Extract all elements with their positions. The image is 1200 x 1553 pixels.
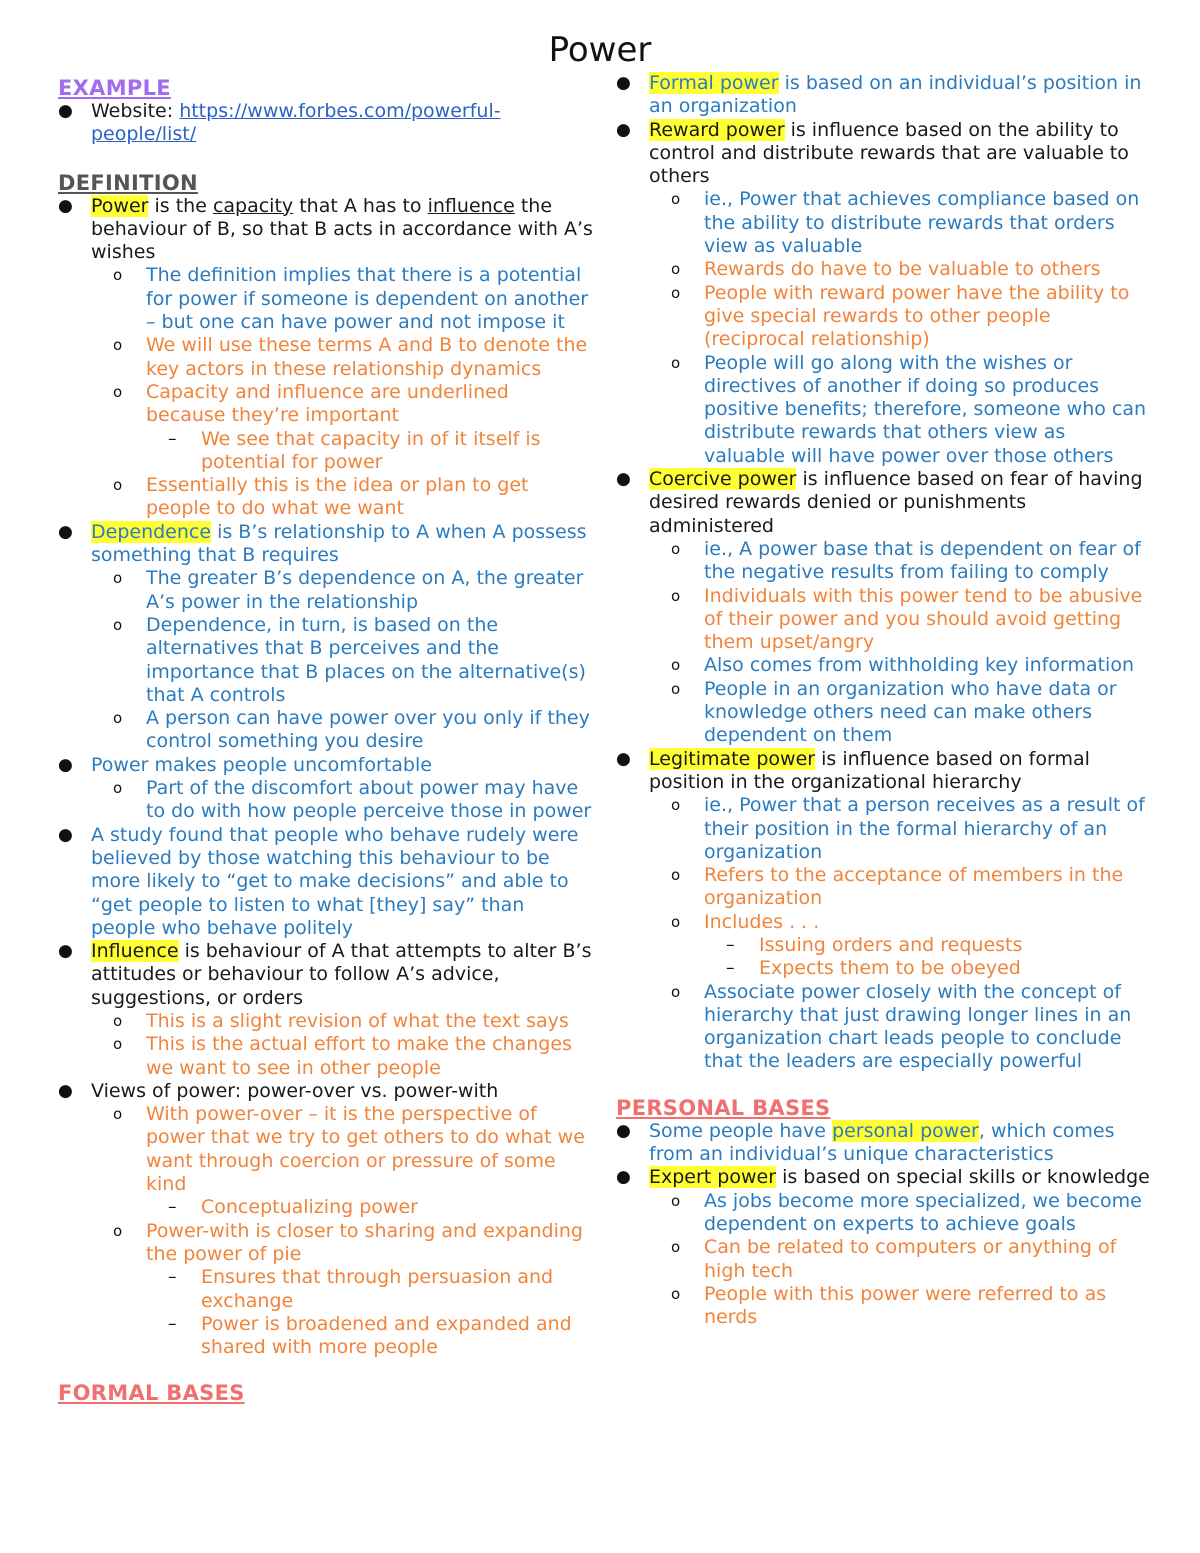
dash-bullet-icon: – xyxy=(168,428,177,449)
bullet-icon: ● xyxy=(616,1120,631,1141)
personal-power-item xyxy=(616,1120,1151,1167)
list-item xyxy=(58,1080,593,1103)
legitimate-power-item xyxy=(616,748,1151,795)
bullet-icon: ● xyxy=(616,1167,631,1188)
website-link[interactable]: https://www.forbes.com/powerful-people/list/ xyxy=(91,100,501,146)
bullet-icon: ● xyxy=(58,521,73,542)
circle-bullet-icon: o xyxy=(671,353,681,372)
list-item xyxy=(616,794,1151,864)
item-text: People with reward power have the ability to give special rewards to other people (reciprocal relationship) xyxy=(704,281,1130,351)
definition-heading: DEFINITION xyxy=(58,170,198,195)
item-text: Rewards do have to be valuable to others xyxy=(704,258,1101,281)
circle-bullet-icon: o xyxy=(113,1221,123,1240)
item-text: The greater B’s dependence on A, the greater A’s power in the relationship xyxy=(146,567,584,613)
circle-bullet-icon: o xyxy=(671,539,681,558)
item-text: A study found that people who behave rudely were believed by those watching this behaviour to be more likely to “get to make decisions” and able to “get people to listen to what [they] say” than people who behave politely xyxy=(91,823,579,939)
circle-bullet-icon: o xyxy=(113,1105,123,1124)
item-text: , which comes from an individual’s unique characteristics xyxy=(649,1119,1115,1166)
list-item xyxy=(616,654,1151,677)
item-text: As jobs become more specialized, we become dependent on experts to achieve goals xyxy=(704,1189,1142,1235)
circle-bullet-icon: o xyxy=(671,283,681,302)
right-column xyxy=(616,72,1151,1329)
coercive-power-term: Coercive power xyxy=(649,468,797,491)
website-label: Website: xyxy=(91,100,180,122)
bullet-icon: ● xyxy=(58,101,73,121)
expert-power-term: Expert power xyxy=(649,1166,777,1189)
list-item xyxy=(616,188,1151,258)
circle-bullet-icon: o xyxy=(671,1284,681,1303)
list-item xyxy=(58,777,593,824)
circle-bullet-icon: o xyxy=(671,586,681,605)
list-item xyxy=(616,282,1151,352)
list-item xyxy=(616,585,1151,655)
expert-power-item xyxy=(616,1166,1151,1189)
example-list xyxy=(58,100,593,147)
item-text: The definition implies that there is a potential for power if someone is dependent on another – but one can have power and not impose it xyxy=(146,264,589,334)
circle-bullet-icon: o xyxy=(671,260,681,279)
power-text: the behaviour of B, so that B acts in accordance with A’s wishes xyxy=(91,194,593,264)
item-text: Ensures that through persuasion and exchange xyxy=(201,1266,554,1312)
item-text: Expects them to be obeyed xyxy=(759,957,1021,980)
dependence-term: Dependence xyxy=(91,520,212,543)
list-item xyxy=(58,824,593,940)
list-item xyxy=(616,957,1151,980)
item-text: Dependence, in turn, is based on the alternatives that B perceives and the importance that B places on the alternative(s) that A controls xyxy=(146,613,586,706)
dash-bullet-icon: – xyxy=(168,1313,177,1334)
list-item xyxy=(616,1236,1151,1283)
circle-bullet-icon: o xyxy=(671,679,681,698)
circle-bullet-icon: o xyxy=(113,1035,123,1054)
power-term: Power xyxy=(91,194,149,217)
item-text: Power is broadened and expanded and shared with more people xyxy=(201,1312,572,1359)
item-text: is B’s relationship to A when A possess something that B requires xyxy=(91,520,587,567)
circle-bullet-icon: o xyxy=(113,615,123,634)
personal-bases-heading: PERSONAL BASES xyxy=(616,1095,831,1120)
formal-power-item xyxy=(616,72,1151,119)
power-text: that A has to xyxy=(293,194,428,217)
circle-bullet-icon: o xyxy=(671,866,681,885)
item-text: is influence based on formal position in the organizational hierarchy xyxy=(649,747,1090,793)
circle-bullet-icon: o xyxy=(671,982,681,1001)
bullet-icon: ● xyxy=(58,941,73,962)
circle-bullet-icon: o xyxy=(113,709,123,728)
power-item xyxy=(58,195,593,265)
list-item xyxy=(616,934,1151,957)
capacity-term: capacity xyxy=(212,194,294,217)
item-text: Associate power closely with the concept of hierarchy that just drawing longer lines in an organization chart leads people to conclude that the leaders are especially powerful xyxy=(704,980,1132,1073)
personal-bases-list xyxy=(616,1120,1151,1330)
item-text: We will use these terms A and B to denote the key actors in these relationship dynamics xyxy=(146,334,588,380)
item-text: Includes . . . xyxy=(704,910,820,933)
list-item xyxy=(616,864,1151,911)
item-text: ie., A power base that is dependent on fear of the negative results from failing to comply xyxy=(704,537,1141,584)
bullet-icon: ● xyxy=(616,119,631,140)
circle-bullet-icon: o xyxy=(671,912,681,931)
circle-bullet-icon: o xyxy=(671,1238,681,1257)
list-item xyxy=(58,1266,593,1313)
reward-power-term: Reward power xyxy=(649,118,785,141)
circle-bullet-icon: o xyxy=(671,190,681,209)
list-item xyxy=(616,1283,1151,1330)
list-item xyxy=(616,352,1151,468)
list-item xyxy=(58,334,593,381)
item-text: With power-over – it is the perspective of power that we try to get others to do what we want through coercion or pressure of some kind xyxy=(146,1103,585,1196)
circle-bullet-icon: o xyxy=(113,779,123,798)
circle-bullet-icon: o xyxy=(671,1191,681,1210)
coercive-power-item xyxy=(616,468,1151,538)
bullet-icon: ● xyxy=(616,73,631,93)
list-item xyxy=(58,707,593,754)
list-item xyxy=(616,678,1151,748)
item-text: is behaviour of A that attempts to alter B’s attitudes or behaviour to follow A’s advice, suggestions, or orders xyxy=(91,940,592,1009)
example-heading: EXAMPLE xyxy=(58,76,171,100)
list-item xyxy=(58,567,593,614)
circle-bullet-icon: o xyxy=(113,1011,123,1030)
bullet-icon: ● xyxy=(58,195,73,216)
power-text: is the xyxy=(148,194,213,217)
list-item xyxy=(616,911,1151,934)
dash-bullet-icon: – xyxy=(726,958,735,979)
bullet-icon: ● xyxy=(58,754,73,775)
list-item xyxy=(58,1010,593,1033)
item-text: Individuals with this power tend to be abusive of their power and you should avoid getting them upset/angry xyxy=(704,584,1143,654)
item-text: Also comes from withholding key information xyxy=(704,654,1134,677)
item-text: Capacity and influence are underlined because they’re important xyxy=(146,380,509,427)
influence-term: Influence xyxy=(91,940,179,963)
item-text: This is a slight revision of what the text says xyxy=(146,1009,569,1032)
bullet-icon: ● xyxy=(616,469,631,490)
circle-bullet-icon: o xyxy=(113,569,123,588)
item-text: Power-with is closer to sharing and expanding the power of pie xyxy=(146,1219,583,1265)
page-title: Power xyxy=(548,30,652,70)
list-item xyxy=(616,981,1151,1074)
item-text: ie., Power that achieves compliance based on the ability to distribute rewards that orders view as valuable xyxy=(704,188,1140,258)
formal-bases-heading: FORMAL BASES xyxy=(58,1381,245,1406)
item-text: ie., Power that a person receives as a result of their position in the formal hierarchy of an organization xyxy=(704,794,1145,863)
list-item xyxy=(58,754,593,777)
item-text: is based on an individual’s position in an organization xyxy=(649,72,1142,118)
list-item xyxy=(58,1103,593,1196)
bullet-icon: ● xyxy=(58,1080,73,1101)
list-item xyxy=(58,614,593,707)
dash-bullet-icon: – xyxy=(168,1197,177,1218)
circle-bullet-icon: o xyxy=(671,796,681,815)
list-item xyxy=(58,264,593,334)
dependence-item xyxy=(58,521,593,568)
list-item xyxy=(58,381,593,428)
item-text: People with this power were referred to as nerds xyxy=(704,1282,1107,1329)
circle-bullet-icon: o xyxy=(113,336,123,355)
list-item xyxy=(616,1190,1151,1237)
left-column xyxy=(58,72,593,1405)
list-item xyxy=(58,1220,593,1267)
circle-bullet-icon: o xyxy=(113,382,123,401)
formal-power-term: Formal power xyxy=(649,72,779,94)
item-text: We see that capacity in of it itself is potential for power xyxy=(201,427,541,473)
item-text: Some people have xyxy=(649,1119,833,1142)
item-text: Essentially this is the idea or plan to get people to do what we want xyxy=(146,474,529,520)
influence-item xyxy=(58,940,593,1010)
list-item xyxy=(58,474,593,521)
item-text: is based on special skills or knowledge xyxy=(776,1166,1150,1189)
circle-bullet-icon: o xyxy=(113,266,123,285)
item-text: This is the actual effort to make the changes we want to see in other people xyxy=(146,1033,572,1079)
bullet-icon: ● xyxy=(58,824,73,845)
item-text: Views of power: power-over vs. power-with xyxy=(91,1079,499,1102)
list-item xyxy=(58,1033,593,1080)
item-text: A person can have power over you only if they control something you desire xyxy=(146,707,590,753)
formal-bases-list xyxy=(616,72,1151,1074)
item-text: is influence based on fear of having desired rewards denied or punishments administered xyxy=(649,468,1143,537)
website-item xyxy=(58,100,593,147)
list-item xyxy=(616,538,1151,585)
item-text: Issuing orders and requests xyxy=(759,933,1023,956)
list-item xyxy=(616,258,1151,281)
dash-bullet-icon: – xyxy=(168,1267,177,1288)
definition-list xyxy=(58,195,593,1360)
item-text: is influence based on the ability to control and distribute rewards that are valuable to others xyxy=(649,118,1129,188)
dash-bullet-icon: – xyxy=(726,934,735,955)
circle-bullet-icon: o xyxy=(671,656,681,675)
list-item xyxy=(58,428,593,475)
item-text: Power makes people uncomfortable xyxy=(91,753,432,776)
item-text: Can be related to computers or anything of high tech xyxy=(704,1236,1117,1282)
list-item xyxy=(58,1196,593,1219)
item-text: Refers to the acceptance of members in the organization xyxy=(704,864,1124,910)
reward-power-item xyxy=(616,119,1151,189)
item-text: Conceptualizing power xyxy=(201,1196,418,1219)
influence-word: influence xyxy=(427,194,515,217)
item-text: People in an organization who have data or knowledge others need can make others dependent on them xyxy=(704,677,1117,747)
item-text: People will go along with the wishes or directives of another if doing so produces positive benefits; therefore, someone who can distribute rewards that others view as valuable will have power over those others xyxy=(704,351,1147,467)
personal-power-term: personal power xyxy=(832,1119,979,1142)
circle-bullet-icon: o xyxy=(113,476,123,495)
item-text: Part of the discomfort about power may have to do with how people perceive those in power xyxy=(146,777,592,823)
legitimate-power-term: Legitimate power xyxy=(649,747,816,770)
bullet-icon: ● xyxy=(616,748,631,769)
list-item xyxy=(58,1313,593,1360)
